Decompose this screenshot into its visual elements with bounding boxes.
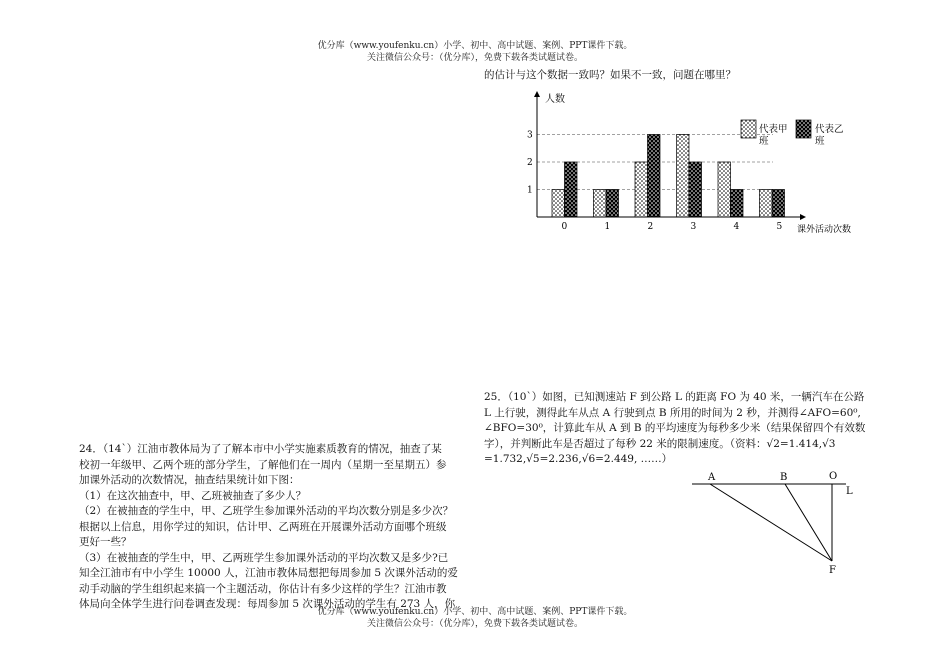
q24-line: 校初一年级甲、乙两个班的部分学生，了解他们在一周内（星期一至星期五）参 (79, 458, 447, 471)
bars (552, 135, 785, 218)
question-24 (79, 442, 474, 613)
q25-line: =1.732,√5=2.236,√6=2.449, ……） (484, 453, 673, 465)
bar-a-4 (718, 162, 731, 217)
segment-af (710, 484, 832, 561)
legend-label-b-1: 代表乙 (815, 124, 844, 135)
bar-b-0 (565, 162, 578, 217)
q24-line: 体局向全体学生进行问卷调查发现：每周参加 5 次课外活动的学生有 273 人，你 (79, 598, 456, 610)
q24-line: 更好一些？ (79, 536, 132, 548)
header-line-1: 优分库（www.youfenku.cn）小学、初中、高中试题、案例、PPT课件下载。 (317, 41, 633, 51)
legend (741, 120, 844, 147)
footer-line-1: 优分库（www.youfenku.cn）小学、初中、高中试题、案例、PPT课件下载。 (317, 607, 633, 617)
q24-line: 24．（14`）江油市教体局为了了解本市中小学实施素质教育的情况，抽查了某 (79, 443, 442, 455)
q24-line: 知全江油市有中小学生 10000 人，江油市教体局想把每周参加 5 次课外活动的爱 (79, 567, 458, 579)
point-f-label: F (829, 565, 836, 576)
segment-bf (785, 484, 832, 561)
legend-swatch-a (741, 120, 756, 138)
q25-line: 25．（10`）如图，已知测速站 F 到公路 L 的距离 FO 为 40 米，一辆汽车在公路 (484, 391, 865, 403)
legend-label-b-2: 班 (815, 136, 825, 147)
x-tick-label: 5 (776, 222, 783, 232)
bar-a-3 (677, 135, 690, 218)
bar-a-0 (552, 190, 565, 218)
legend-label-a-1: 代表甲 (759, 124, 788, 135)
point-o-label: O (829, 471, 838, 482)
x-tick-label: 4 (733, 222, 740, 232)
bar-b-5 (772, 190, 785, 218)
point-b-label: B (780, 472, 788, 483)
q24-line: 根据以上信息，用你学过的知识，估计甲、乙两班在开展课外活动方面哪个班级 (79, 520, 447, 533)
bar-b-2 (648, 135, 661, 218)
x-tick-label: 3 (690, 222, 697, 232)
bar-b-3 (689, 162, 702, 217)
bar-b-4 (731, 190, 744, 218)
q25-line: ∠BFO=30⁰，计算此车从 A 到 B 的平均速度为每秒多少米（结果保留四个有效数 (484, 422, 866, 434)
x-tick-label: 0 (561, 222, 568, 232)
bar-chart (515, 86, 895, 246)
bar-b-1 (606, 190, 619, 218)
point-a-label: A (708, 472, 716, 483)
bar-a-1 (594, 190, 607, 218)
header-line-2: 关注微信公众号：（优分库），免费下载各类试题试卷。 (366, 53, 583, 63)
y-tick-label: 3 (527, 130, 533, 141)
page-footer (0, 606, 950, 630)
y-axis-label: 人数 (545, 94, 565, 105)
question-25 (484, 390, 874, 468)
q24-line: 加课外活动的次数情况，抽查结果统计如下图： (79, 474, 300, 486)
page-header (0, 40, 950, 64)
y-tick-label: 1 (527, 185, 533, 196)
q25-line: L 上行驶，测得此车从点 A 行驶到点 B 所用的时间为 2 秒，并测得∠AFO=60⁰, (484, 406, 861, 419)
bar-a-5 (760, 190, 773, 218)
legend-label-a-2: 班 (759, 136, 769, 147)
footer-line-2: 关注微信公众号：（优分库），免费下载各类试题试卷。 (366, 619, 583, 629)
line-l-label: L (846, 486, 853, 497)
bar-a-2 (635, 162, 648, 217)
q24-line: （3）在被抽查的学生中，甲、乙两班学生参加课外活动的平均次数又是多少?已 (79, 551, 449, 564)
x-tick-label: 1 (604, 222, 611, 232)
q24-line: （1）在这次抽查中，甲、乙班被抽查了多少人？ (79, 489, 307, 502)
legend-swatch-b (796, 120, 811, 138)
continuation-text: 的估计与这个数据一致吗？如果不一致，问题在哪里？ (484, 69, 736, 81)
q24-line: （2）在被抽查的学生中，甲、乙班学生参加课外活动的平均次数分别是多少次？ (79, 505, 454, 517)
x-axis-label: 课外活动次数 (797, 225, 852, 235)
geometry-figure (686, 468, 876, 578)
y-tick-label: 2 (527, 158, 533, 168)
q24-line: 动手动脑的学生组织起来搞一个主题活动，你估计有多少这样的学生？江油市教 (79, 582, 447, 595)
x-tick-label: 2 (647, 222, 654, 232)
q25-line: 字），并判断此车是否超过了每秒 22 米的限制速度。（资料：√2=1.414,√3 (484, 437, 836, 450)
